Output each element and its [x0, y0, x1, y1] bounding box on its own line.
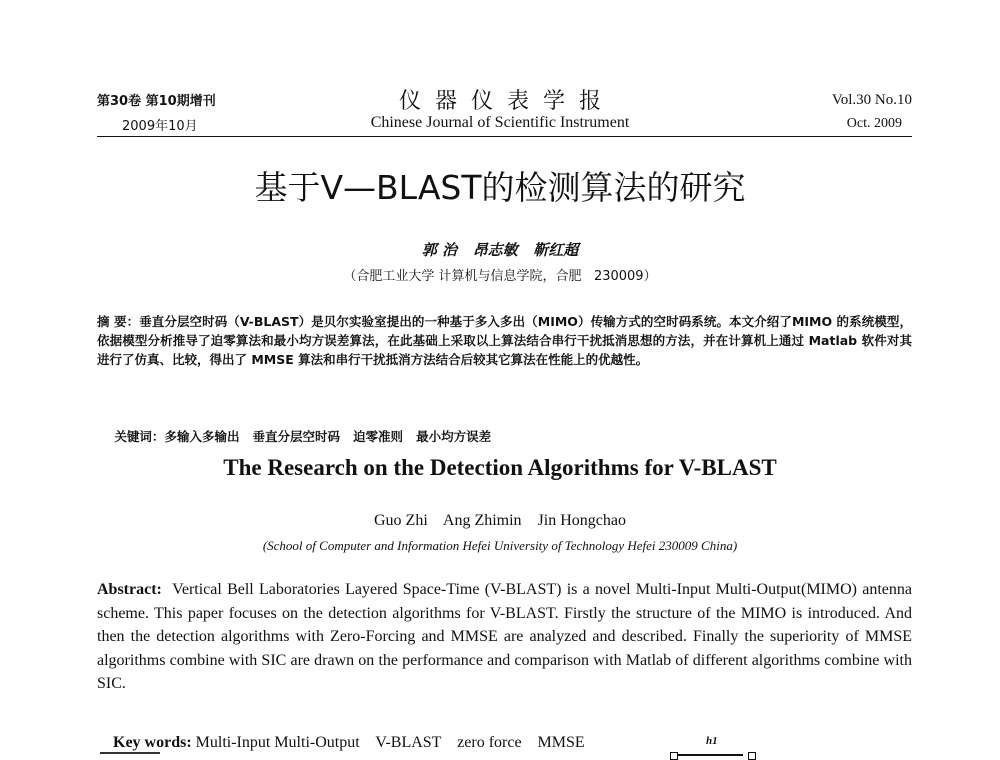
antenna-box-right — [748, 752, 756, 760]
abstract-en-label: Abstract: — [97, 581, 162, 598]
keywords-cn-label: 关键词： — [114, 429, 165, 444]
affiliation-cn: （合肥工业大学 计算机与信息学院，合肥 230009） — [343, 269, 657, 284]
header-rule — [97, 136, 912, 137]
abstract-en — [97, 578, 912, 696]
arrow-line — [678, 754, 743, 756]
keywords-cn-text: 多输入多输出 垂直分层空时码 迫零准则 最小均方误差 — [164, 429, 492, 444]
channel-label: h1 — [706, 735, 718, 747]
cut-off-heading — [100, 752, 160, 754]
volume-en: Vol.30 No.10 — [831, 92, 912, 108]
authors-cn: 郭 治 昂志敏 靳红超 — [421, 241, 579, 259]
affiliation-en: (School of Computer and Information Hefei University of Technology Hefei 230009 China) — [262, 538, 738, 553]
keywords-en — [97, 707, 912, 760]
abstract-cn — [97, 312, 912, 369]
abstract-en-text: Vertical Bell Laboratories Layered Space-Time (V-BLAST) is a novel Multi-Input Multi-Output(MIMO) antenna scheme. This paper focuses on the detection algorithms for V-BLAST. Firstly the structure of the MIMO is introduced. And then the detection algorithms with Zero-Forcing and MMSE are analyzed and described. Finally the superiority of MMSE algorithms combine with SIC are drawn on the performance and comparison with Matlab of different algorithms combine with SIC. — [97, 581, 912, 692]
journal-title-cn: 仪 器 仪 表 学 报 — [399, 89, 601, 114]
authors-en: Guo Zhi Ang Zhimin Jin Hongchao — [374, 512, 626, 529]
journal-title-en: Chinese Journal of Scientific Instrument — [370, 114, 630, 131]
title-cn: 基于V—BLAST的检测算法的研究 — [254, 168, 746, 207]
keywords-en-label: Key words: — [113, 733, 192, 751]
abstract-cn-label: 摘 要： — [97, 314, 140, 329]
antenna-box-left — [670, 752, 678, 760]
channel-diagram — [670, 735, 760, 760]
abstract-cn-text: 垂直分层空时码（V-BLAST）是贝尔实验室提出的一种基于多入多出（MIMO）传输方式的空时码系统。本文介绍了MIMO 的系统模型，依据模型分析推导了迫零算法和最小均方误差算法，在此基础上采取以上算法结合串行干扰抵消思想的方法，并在计算机上通过 Matlab 软件对其进行了仿真、比较，得出了 MMSE 算法和串行干扰抵消方法结合后较其它算法在性能上的优越性。 — [97, 314, 912, 367]
date-en: Oct. 2009 — [846, 116, 902, 131]
date-cn: 2009年10月 — [122, 119, 198, 134]
volume-cn: 第30卷 第10期增刊 — [97, 94, 216, 109]
title-en: The Research on the Detection Algorithms for V-BLAST — [223, 455, 777, 480]
keywords-en-text: Multi-Input Multi-Output V-BLAST zero force MMSE — [195, 733, 585, 751]
